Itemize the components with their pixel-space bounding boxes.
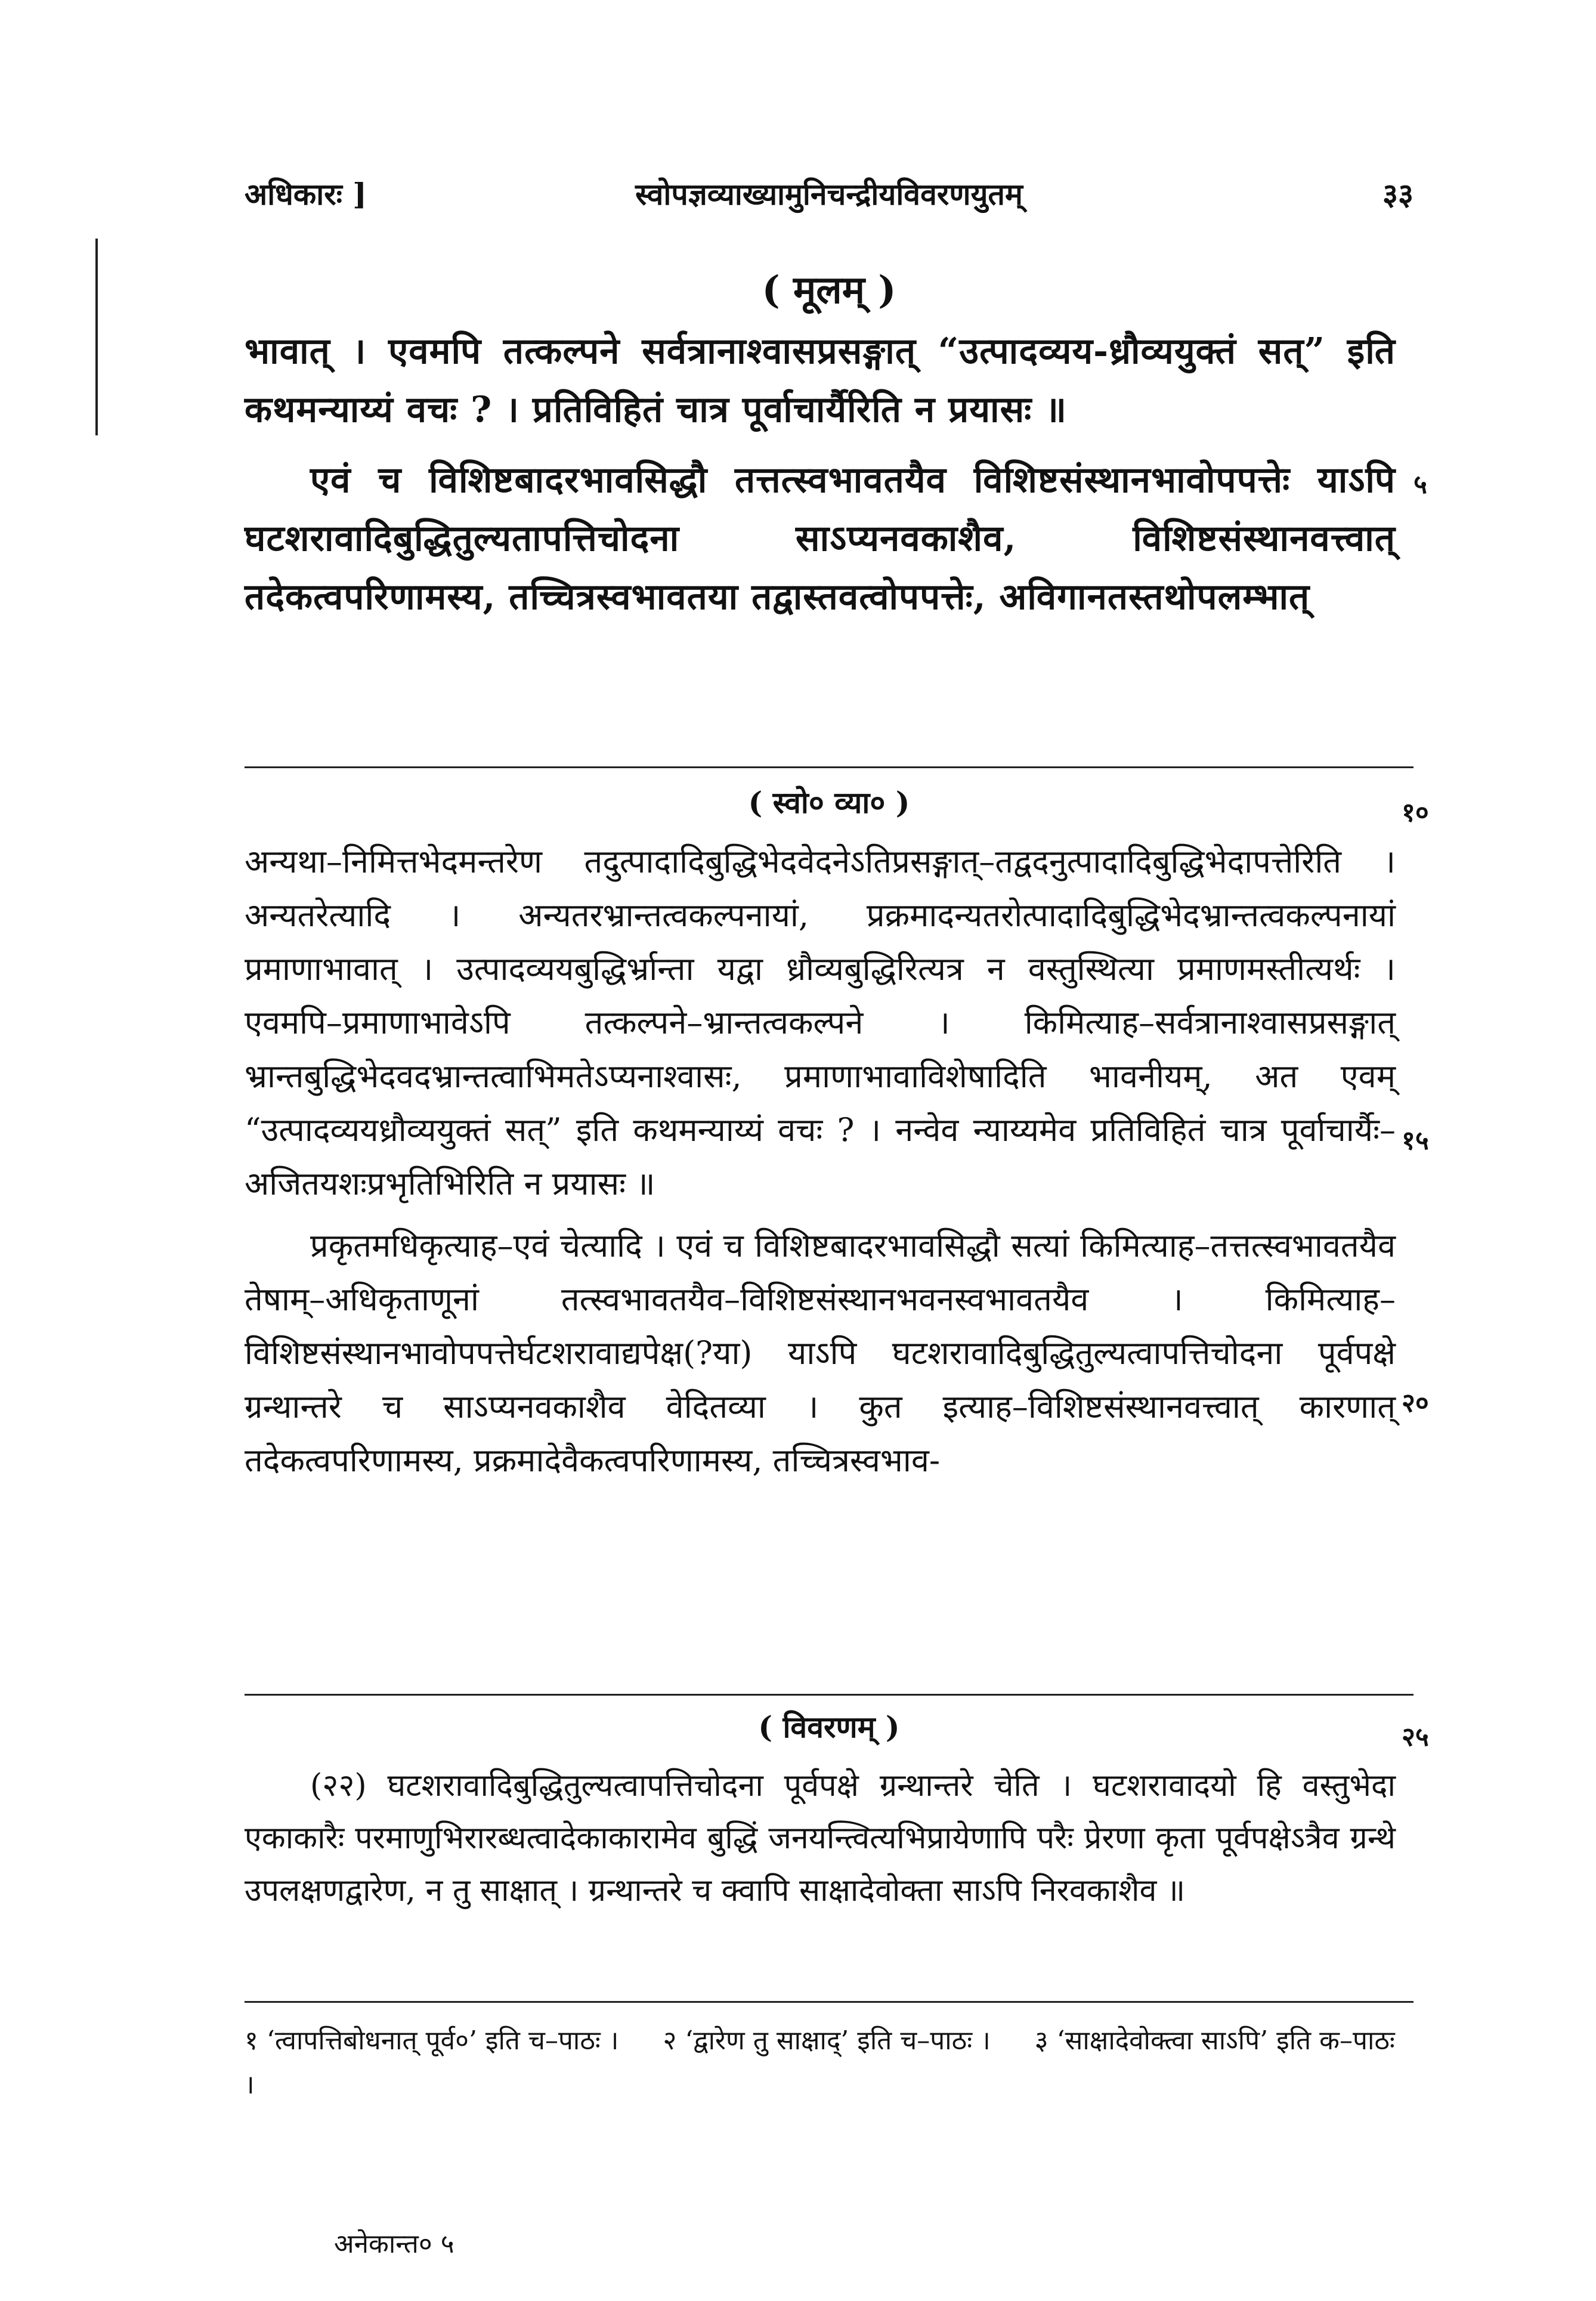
svopajna-paragraph-1: अन्यथा–निमित्तभेदमन्तरेण तदुत्पादादिबुद्धिभेदवेदनेऽतिप्रसङ्गात्–तद्वदनुत्पादादिबुद्धिभेदापत्तेरिति । अन्यतरेत्यादि । अन्यतरभ्रान्तत्वकल्पनायां, प्रक्रमादन्यतरोत्पादादिबुद्धिभेदभ्रान्तत्वकल्पनायां प्रमाणाभावात् । उत्पादव्ययबुद्धिर्भ्रान्ता यद्वा ध्रौव्यबुद्धिरित्यत्र न वस्तुस्थित्या प्रमाणमस्तीत्यर्थः । एवमपि–प्रमाणाभावेऽपि तत्कल्पने–भ्रान्तत्वकल्पने । किमित्याह–सर्वत्रानाश्वासप्रसङ्गात् भ्रान्तबुद्धिभेदवदभ्रान्तत्वाभिमतेऽप्यनाश्वासः, प्रमाणाभावाविशेषादिति भावनीयम्, अत एवम् “उत्पादव्ययध्रौव्ययुक्तं सत्” इति कथमन्याय्यं वचः ? । नन्वेव न्याय्यमेव प्रतिविहितं चात्र पूर्वाचार्यैः–अजितयशःप्रभृतिभिरिति न प्रयासः ॥ [245,843,1396,1202]
footnote-2: २ ‘द्वारेण तु साक्षाद्’ इति च–पाठः । [663,2025,991,2056]
mulam-title: ( मूलम् ) [762,268,896,313]
running-header [245,173,1413,227]
line-number: १० [1402,797,1429,828]
svopajna-text [245,835,1396,1487]
section-divider [245,1694,1413,1696]
vivaranam-title: ( विवरणम् ) [758,1709,900,1745]
margin-rule [95,239,98,435]
svopajna-paragraph-2: प्रकृतमधिकृत्याह–एवं चेत्यादि । एवं च विशिष्टबादरभावसिद्धौ सत्यां किमित्याह–तत्तत्स्वभावतयैव तेषाम्–अधिकृताणूनां तत्स्वभावतयैव–विशिष्टसंस्थानभवनस्वभावतयैव । किमित्याह–विशिष्टसंस्थानभावोपपत्तेर्घटशरावाद्यपेक्ष(?या) याऽपि घटशरावादिबुद्धितुल्यत्वापत्तिचोदना पूर्वपक्षे ग्रन्थान्तरे च साऽप्यनवकाशैव वेदितव्या । कुत इत्याह–विशिष्टसंस्थानवत्त्वात् कारणात् तदेकत्वपरिणामस्य, प्रक्रमादेवैकत्वपरिणामस्य, तच्चित्रस्वभाव- [245,1227,1396,1479]
line-number: २५ [1402,1722,1429,1752]
signature-mark: अनेकान्त० ५ [334,2229,454,2259]
svopajna-title: ( स्वो० व्या० ) [748,785,910,820]
mulam-paragraph-1: भावात् । एवमपि तत्कल्पने सर्वत्रानाश्वासप्रसङ्गात् “उत्पादव्यय-ध्रौव्ययुक्तं सत्” इति कथमन्याय्यं वचः ? । प्रतिविहितं चात्र पूर्वाचार्यैरिति न प्रयासः ॥ [245,330,1396,431]
header-chapter: अधिकारः ] [245,177,367,212]
mulam-paragraph-2: एवं च विशिष्टबादरभावसिद्धौ तत्तत्स्वभावतयैव विशिष्टसंस्थानभावोपपत्तेः याऽपि घटशरावादिबुद्धितुल्यतापत्तिचोदना साऽप्यनवकाशैव, विशिष्टसंस्थानवत्त्वात् तदेकत्वपरिणामस्य, तच्चित्रस्वभावतया तद्वास्तवत्वोपपत्तेः, अविगानतस्तथोपलम्भात् [245,459,1396,618]
line-number: १५ [1402,1125,1429,1156]
vivaranam-text [245,1759,1396,1917]
footnote-3: ३ ‘साक्षादेवोक्त्वा साऽपि’ इति क–पाठः । [245,2025,1395,2100]
line-number: ५ [1413,469,1427,500]
line-number: २० [1402,1388,1429,1418]
mulam-text [245,322,1396,626]
footnotes [245,2019,1396,2107]
page-number: ३३ [1382,177,1413,212]
section-divider [245,766,1413,768]
header-title: स्वोपज्ञव्याख्यामुनिचन्द्रीयविवरणयुतम् [635,177,1023,212]
footnote-1: १ ‘त्वापत्तिबोधनात् पूर्व०’ इति च–पाठः । [245,2025,619,2056]
footnote-divider [245,2001,1413,2003]
vivaranam-paragraph-1: (२२) घटशरावादिबुद्धितुल्यत्वापत्तिचोदना पूर्वपक्षे ग्रन्थान्तरे चेति । घटशरावादयो हि वस्तुभेदा एकाकारैः परमाणुभिरारब्धत्वादेकाकारामेव बुद्धिं जनयन्त्वित्यभिप्रायेणापि परैः प्रेरणा कृता पूर्वपक्षेऽत्रैव ग्रन्थे उपलक्षणद्वारेण, न तु साक्षात् । ग्रन्थान्तरे च क्वापि साक्षादेवोक्ता साऽपि निरवकाशैव ॥ [245,1768,1396,1909]
